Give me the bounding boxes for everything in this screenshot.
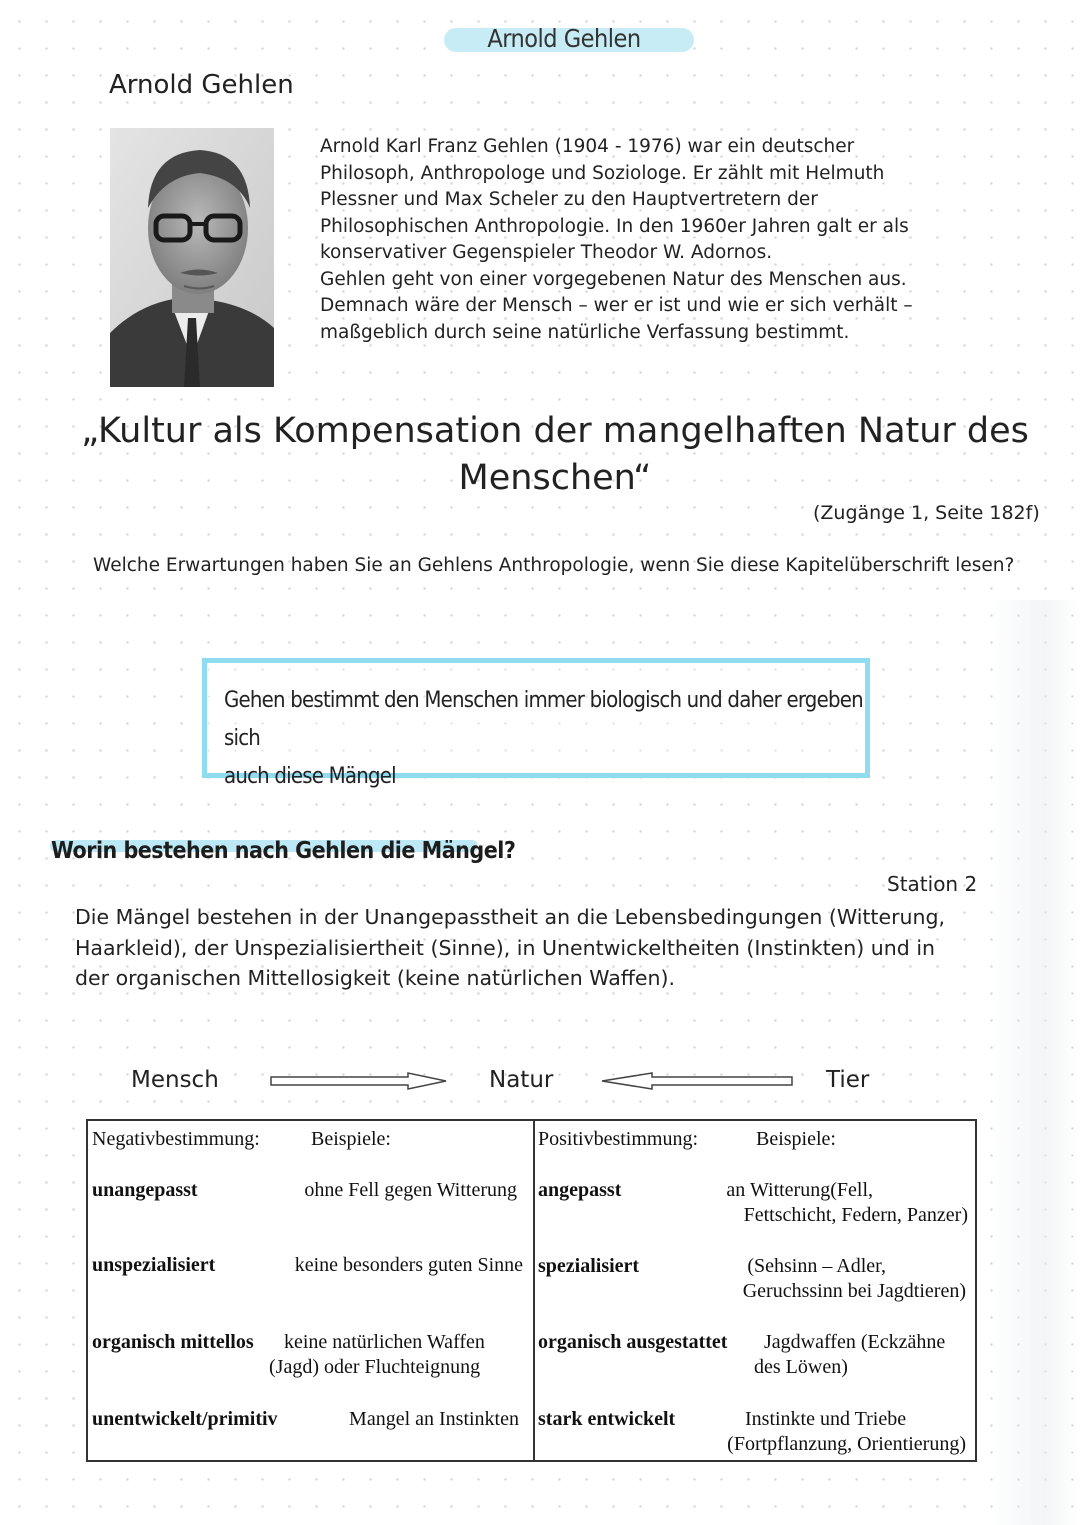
- positive-example: an Witterung(Fell,: [726, 1179, 873, 1201]
- negative-term: unangepasst: [92, 1179, 198, 1201]
- paragraph-line: Haarkleid), der Unspezialisiertheit (Sinne), in Unentwickeltheiten (Instinkten) und in: [75, 935, 936, 960]
- negative-example: keine natürlichen Waffen: [284, 1331, 485, 1353]
- positive-example: (Fortpflanzung, Orientierung): [727, 1433, 966, 1455]
- paragraph-line: der organischen Mittellosigkeit (keine natürlichen Waffen).: [75, 966, 676, 990]
- bio-line: Philosophischen Anthropologie. In den 1960er Jahren galt er als: [320, 215, 909, 237]
- negative-example: keine besonders guten Sinne: [294, 1254, 523, 1276]
- portrait-image: [110, 128, 274, 387]
- positive-term: angepasst: [538, 1179, 622, 1201]
- bio-line: Gehlen geht von einer vorgegebenen Natur des Menschen aus.: [320, 268, 907, 290]
- paragraph-line: Die Mängel bestehen in der Unangepasstheit an die Lebensbedingungen (Witterung,: [75, 905, 946, 929]
- negative-example: Mangel an Instinkten: [349, 1408, 519, 1430]
- table-divider: [533, 1121, 535, 1460]
- positive-example: des Löwen): [754, 1356, 848, 1378]
- positive-term: organisch ausgestattet: [538, 1331, 728, 1353]
- negative-term: unentwickelt/primitiv: [92, 1408, 278, 1430]
- comparison-table: [86, 1119, 977, 1462]
- negative-example: ohne Fell gegen Witterung: [304, 1179, 517, 1201]
- arrow-left-icon: [600, 1072, 794, 1090]
- chapter-quote: [60, 408, 1050, 502]
- negative-examples-header: Beispiele:: [311, 1128, 391, 1150]
- positive-examples-header: Beispiele:: [756, 1128, 836, 1150]
- page-title: Arnold Gehlen: [109, 70, 294, 100]
- negative-example: (Jagd) oder Fluchteignung: [269, 1356, 481, 1378]
- positive-example: Instinkte und Triebe: [745, 1408, 907, 1430]
- biography-text: [320, 134, 960, 346]
- positive-term: spezialisiert: [538, 1255, 640, 1277]
- answer-line: Gehen bestimmt den Menschen immer biologisch und daher ergeben sich: [224, 688, 863, 751]
- page-edge-shadow: [990, 600, 1080, 1525]
- diagram-label-natur: Natur: [489, 1067, 554, 1093]
- arrow-right-icon: [270, 1072, 450, 1090]
- positive-term: stark entwickelt: [538, 1408, 676, 1430]
- bio-line: Arnold Karl Franz Gehlen (1904 - 1976) war ein deutscher: [320, 136, 855, 157]
- positive-example: Jagdwaffen (Eckzähne: [764, 1331, 946, 1353]
- answer-line: auch diese Mängel: [224, 764, 396, 789]
- bio-line: Demnach wäre der Mensch – wer er ist und wie er sich verhält –: [320, 295, 913, 316]
- quote-line: „Kultur als Kompensation der mangelhaften Natur des: [81, 411, 1029, 451]
- bio-line: konservativer Gegenspieler Theodor W. Adornos.: [320, 242, 773, 263]
- station-label: Station 2: [887, 872, 978, 896]
- positive-example: (Sehsinn – Adler,: [747, 1255, 886, 1277]
- bio-line: Plessner und Max Scheler zu den Hauptvertretern der: [320, 189, 818, 210]
- diagram-label-tier: Tier: [826, 1067, 870, 1093]
- bio-line: maßgeblich durch seine natürliche Verfassung bestimmt.: [320, 321, 850, 343]
- positive-example: Fettschicht, Federn, Panzer): [743, 1204, 968, 1226]
- quote-line: Menschen“: [458, 458, 652, 498]
- diagram-label-mensch: Mensch: [131, 1067, 219, 1093]
- positive-example: Geruchssinn bei Jagdtieren): [742, 1280, 966, 1302]
- question-text: Welche Erwartungen haben Sie an Gehlens Anthropologie, wenn Sie diese Kapitelüberschrift lesen?: [93, 555, 1015, 576]
- section-title: Worin bestehen nach Gehlen die Mängel?: [51, 838, 516, 864]
- header-tag: Arnold Gehlen: [487, 24, 641, 53]
- positive-header: Positivbestimmung:: [538, 1128, 699, 1150]
- negative-term: unspezialisiert: [92, 1254, 216, 1276]
- bio-line: Philosoph, Anthropologe und Soziologe. Er zählt mit Helmuth: [320, 162, 885, 184]
- source-reference: (Zugänge 1, Seite 182f): [813, 502, 1040, 524]
- negative-header: Negativbestimmung:: [92, 1128, 260, 1150]
- negative-term: organisch mittellos: [92, 1331, 254, 1353]
- deficiency-paragraph: [75, 902, 975, 994]
- handwritten-answer: [224, 682, 874, 796]
